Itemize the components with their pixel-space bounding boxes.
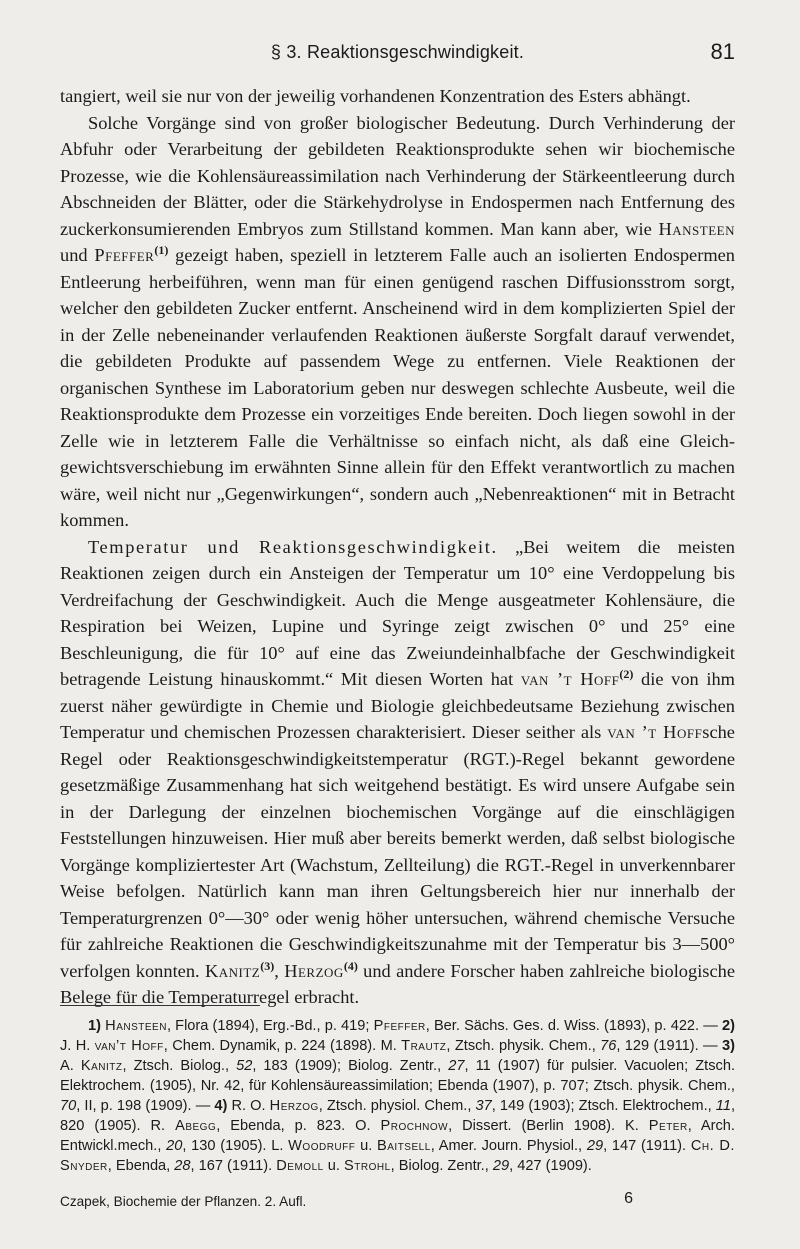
fn-text: u. — [355, 1138, 378, 1154]
running-head: § 3. Reaktionsgeschwindigkeit. — [270, 42, 525, 62]
footnote-number-1: 1) — [88, 1018, 101, 1034]
fn-text: , Ebenda, p. 823. O. — [216, 1118, 381, 1134]
fn-volume: 29 — [586, 1138, 604, 1154]
text-fragment: und — [60, 245, 95, 265]
fn-text: , 129 (1911). — — [616, 1038, 723, 1054]
fn-volume: 28 — [174, 1158, 191, 1174]
paragraph-text: tangiert, weil sie nur von der jeweilig vorhandenen Konzentration des Esters abhängt. — [60, 86, 691, 106]
fn-text: , 167 (1911). — [190, 1158, 277, 1174]
fn-text: , Ztsch. Biolog., — [122, 1058, 237, 1074]
author-hansteen: Hansteen — [658, 218, 735, 239]
paragraph-text: die von ihm zuerst näher gewürdigte in Chemie und Biologie gleichbedeutsame Beziehung zwischen Temperatur und chemischen Prozessen charakterisiert. Dieser seither als — [60, 669, 735, 742]
footnote-block — [60, 1016, 735, 1176]
fn-author: Ch. D. Snyder — [60, 1138, 735, 1174]
footnote-number-3: 3) — [722, 1038, 735, 1054]
fn-text: , 149 (1903); Ztsch. Elektrochem., — [491, 1098, 716, 1114]
fn-text: , 427 (1909). — [509, 1158, 592, 1174]
page-header — [60, 40, 735, 70]
fn-text: , Ztsch. physiol. Chem., — [318, 1098, 476, 1114]
fn-author: Demoll — [276, 1158, 324, 1174]
fn-author: Peter — [648, 1118, 688, 1134]
fn-text: J. H. — [60, 1038, 95, 1054]
section-heading-inline: Temperatur und Reaktionsgeschwindigkeit. — [88, 536, 498, 557]
fn-author: Strohl — [344, 1158, 391, 1174]
text-fragment: , — [274, 960, 279, 981]
fn-text: , Biolog. Zentr., — [390, 1158, 493, 1174]
book-imprint: Czapek, Biochemie der Pflanzen. 2. Aufl. — [60, 1194, 307, 1209]
fn-author: Kanitz — [80, 1058, 123, 1074]
paragraph-text: sche Regel oder Reaktionsgeschwindigkeitstemperatur (RGT.)-Regel bekannt gewordene gesetzmäßige Zusammenhang hat sich weitgehend bestätigt. Es wird unsere Aufgabe sein in der Darlegung der einzelnen biochemischen Vorgänge auf die einschlägigen Feststellungen hinzuweisen. Hier muß aber bereits bemerkt werden, daß selbst biologische Vorgänge kompliziertester Art (Wachstum, Zellteilung) die RGT.-Regel in unverkennbarer Weise befolgen. Natürlich kann man ihren Geltungsbereich hier nur innerhalb der Temperaturgrenzen 0°—30° oder wenig höher untersuchen, während chemische Versuche für zahlreiche Reaktionen die Geschwindigkeitszunahme mit der Temperatur bis 3—500° verfolgen konnten. — [60, 722, 735, 981]
fn-text: , Chem. Dynamik, p. 224 (1898). M. — [163, 1038, 402, 1054]
author-vanthoff: van ’t Hoff — [520, 669, 620, 689]
fn-author: Abegg — [175, 1118, 217, 1134]
fn-text: , Ber. Sächs. Ges. d. Wiss. (1893), p. 422. — — [425, 1018, 723, 1034]
paragraph-temperature — [60, 534, 735, 1011]
fn-text: , 183 (1909); Biolog. Zentr., — [252, 1058, 449, 1074]
fn-text: , Flora (1894), Erg.-Bd., p. 419; — [166, 1018, 374, 1034]
fn-text: , Ebenda, — [107, 1158, 175, 1174]
author-herzog: Herzog — [284, 960, 344, 981]
paragraph-text: gezeigt haben, speziell in letzterem Falle auch an isolierten Endospermen Entleerung herbeiführen, wenn man für einen genügend raschen Diffusionsstrom sorgt, welcher den gebildeten Zucker entfernt. Anscheinend wird in dem komplizierten Spiel der in der Zelle nebeneinander verlaufenden Reaktionen äußerste Sorgfalt darauf verwendet, die gebildeten Produkte auf passendem Wege zu entfernen. Viele Reaktionen der organischen Synthese im Laboratorium geben nur deswegen schlechte Ausbeute, weil die Reaktionsprodukte dem Prozesse ein vorzeitiges Ende bereiten. Doch liegen sowohl in der Zelle wie in letzterem Falle die Verhältnisse so einfach nicht, als daß eine Gleichgewichtsverschiebung im erwähnten Sinne allein für den Effekt verantwortlich zu machen wäre, weil nicht nur „Gegenwirkungen“, sondern auch „Nebenreaktionen“ mit in Betracht kommen. — [60, 245, 736, 530]
footnote-divider — [60, 1005, 260, 1006]
fn-author: Herzog — [269, 1098, 319, 1114]
fn-text: R. O. — [227, 1098, 270, 1114]
fn-text: , Amer. Journ. Physiol., — [430, 1138, 587, 1154]
fn-text: , II, p. 198 (1909). — — [76, 1098, 215, 1114]
fn-text: , 147 (1911). — [603, 1138, 691, 1154]
fn-author: Prochnow — [380, 1118, 449, 1134]
fn-author: Trautz — [401, 1038, 447, 1054]
fn-text: , 130 (1905). L. — [182, 1138, 289, 1154]
fn-volume: 76 — [600, 1038, 617, 1054]
fn-text: , Dissert. (Berlin 1908). K. — [448, 1118, 649, 1134]
fn-text: , 820 (1905). R. — [60, 1098, 736, 1134]
footnote-ref-3[interactable]: (3) — [260, 958, 275, 973]
fn-text: u. — [323, 1158, 344, 1174]
footnote-ref-4[interactable]: (4) — [343, 958, 358, 973]
fn-volume: 29 — [492, 1158, 510, 1174]
fn-volume: 37 — [475, 1098, 492, 1114]
fn-volume: 70 — [60, 1098, 77, 1114]
author-vanthoff: van ’t Hoff — [607, 722, 703, 742]
footnotes — [60, 1016, 735, 1176]
fn-volume: 52 — [236, 1058, 253, 1074]
fn-text: , 11 (1907) für pulsier. Vacuolen; Ztsch. Elektrochem. (1905), Nr. 42, für Kohlensäureassimilation; Ebenda (1907), p. 707; Ztsch. physik. Chem., — [60, 1058, 736, 1094]
fn-volume: 27 — [448, 1058, 465, 1074]
footnote-number-2: 2) — [722, 1018, 736, 1034]
paragraph-text: Solche Vorgänge sind von großer biologischer Bedeutung. Durch Verhinderung der Abfuhr oder Verarbeitung der gebildeten Reaktionsprodukte sehen wir biochemische Prozesse, wie die Kohlensäureassimilation nach Verhinderung der Stärkeentleerung durch Abschneiden der Blätter, oder die Stärkehydrolyse in Endospermen nach Entfernung des zuckerkonsumierenden Embryos zum Stillstand kommen. Man kann aber, wie — [60, 112, 735, 239]
author-pfeffer: Pfeffer — [94, 245, 155, 265]
paragraph-text: und andere Forscher haben zahlreiche biologische Belege für die Temperaturregel erbracht. — [60, 960, 735, 1007]
fn-volume: 20 — [166, 1138, 183, 1154]
main-text — [60, 83, 735, 1011]
fn-text: A. — [60, 1058, 81, 1074]
signature-mark: 6 — [624, 1190, 633, 1207]
page-footer — [60, 1190, 735, 1214]
footnote-ref-1[interactable]: (1) — [154, 242, 169, 257]
fn-author: van’t Hoff — [94, 1038, 164, 1054]
author-kanitz: Kanitz — [204, 960, 261, 981]
fn-text: , Ztsch. physik. Chem., — [446, 1038, 601, 1054]
fn-text: , Arch. Entwickl.mech., — [60, 1118, 735, 1154]
paragraph-continued — [60, 83, 735, 110]
fn-author: Hansteen — [105, 1018, 167, 1034]
page-number: 81 — [710, 39, 735, 64]
fn-author: Pfeffer — [373, 1018, 426, 1034]
footnote-number-4: 4) — [214, 1098, 228, 1114]
footnote-ref-2[interactable]: (2) — [619, 666, 634, 681]
paragraph-inhibition — [60, 110, 735, 534]
fn-volume: 11 — [715, 1098, 731, 1114]
paragraph-text: „Bei weitem die meisten Reaktionen zeigen durch ein Ansteigen der Temperatur um 10° eine Verdoppelung bis Verdreifachung der Geschwindigkeit. Auch die Menge ausgeatmeter Kohlensäure, die Respiration bei Weizen, Lupine und Syringe zeigt zwischen 0° und 25° eine Beschleunigung, die für 10° auf eine das Zweiundeinhalbfache der Geschwindigkeit betragende Leistung hinauskommt.“ Mit diesen Worten hat — [60, 536, 735, 689]
fn-author: Baitsell — [377, 1138, 431, 1154]
fn-author: Woodruff — [288, 1138, 356, 1154]
